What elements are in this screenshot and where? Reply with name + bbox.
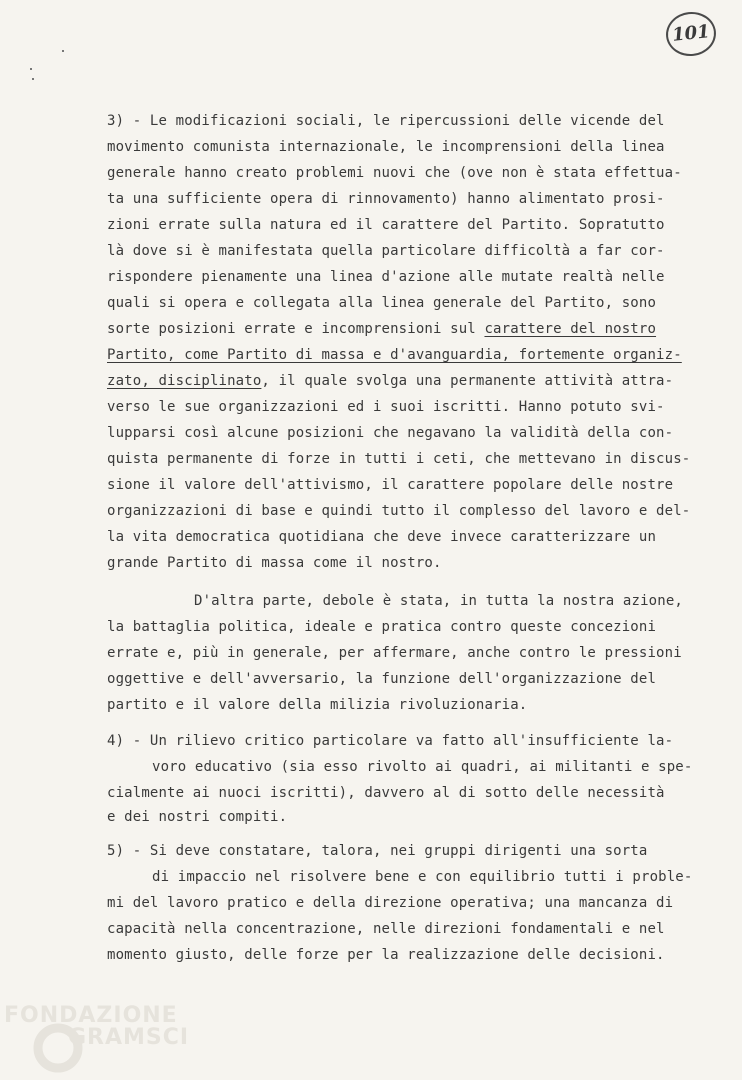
watermark-line-2: GRAMSCI	[68, 1025, 190, 1050]
text-line	[152, 868, 692, 886]
text-line	[107, 618, 656, 636]
fondazione-gramsci-watermark	[2, 998, 202, 1080]
text-line	[152, 758, 692, 776]
line-text: 4) - Un rilievo critico particolare va fatto all'insufficiente la-	[107, 733, 674, 749]
line-text: verso le sue organizzazioni ed i suoi iscritti. Hanno potuto svi-	[107, 399, 665, 415]
text-line	[107, 670, 656, 688]
line-text: sione il valore dell'attivismo, il carattere popolare delle nostre	[107, 477, 674, 493]
text-line	[107, 644, 682, 662]
text-line	[107, 696, 527, 714]
line-text: momento giusto, delle forze per la realizzazione delle decisioni.	[107, 947, 665, 963]
line-text: di impaccio nel risolvere bene e con equilibrio tutti i proble-	[152, 869, 693, 885]
line-text: generale hanno creato problemi nuovi che (ove non è stata effettua-	[107, 165, 682, 181]
line-text: quali si opera e collegata alla linea generale del Partito, sono	[107, 295, 657, 311]
line-text: , il quale svolga una permanente attività attra-	[261, 373, 674, 389]
text-line	[107, 894, 673, 912]
text-line	[107, 398, 665, 416]
line-text: grande Partito di massa come il nostro.	[107, 555, 442, 571]
text-line	[107, 920, 665, 938]
ink-speck	[30, 68, 32, 70]
text-line	[107, 164, 682, 182]
text-line	[107, 450, 690, 468]
line-text: organizzazioni di base e quindi tutto il complesso del lavoro e del-	[107, 503, 691, 519]
ink-speck	[62, 50, 64, 52]
underlined-text: carattere del nostro	[484, 321, 657, 337]
text-line	[107, 946, 665, 964]
text-line	[107, 732, 673, 750]
line-text: errate e, più in generale, per affermare, anche contro le pressioni	[107, 645, 682, 661]
text-line	[107, 424, 673, 442]
line-text: capacità nella concentrazione, nelle direzioni fondamentali e nel	[107, 921, 665, 937]
text-line	[107, 138, 665, 156]
line-text: la battaglia politica, ideale e pratica contro queste concezioni	[107, 619, 657, 635]
line-text: quista permanente di forze in tutti i ceti, che mettevano in discus-	[107, 451, 691, 467]
line-text: D'altra parte, debole è stata, in tutta la nostra azione,	[194, 593, 683, 609]
text-line	[107, 476, 673, 494]
line-text: rispondere pienamente una linea d'azione alle mutate realtà nelle	[107, 269, 665, 285]
line-text: cialmente ai nuoci iscritti), davvero al di sotto delle necessità	[107, 785, 665, 801]
ink-speck	[32, 78, 34, 80]
line-text: lupparsi così alcune posizioni che negavano la validità della con-	[107, 425, 674, 441]
line-text: oggettive e dell'avversario, la funzione dell'organizzazione del	[107, 671, 657, 687]
line-text: là dove si è manifestata quella particolare difficoltà a far cor-	[107, 243, 665, 259]
text-line	[107, 528, 656, 546]
text-line	[107, 808, 287, 826]
underlined-text: zato, disciplinato	[107, 373, 262, 389]
line-text: 3) - Le modificazioni sociali, le ripercussioni delle vicende del	[107, 113, 665, 129]
underlined-text: Partito, come Partito di massa e d'avanguardia, fortemente organiz-	[107, 347, 682, 363]
text-line	[107, 112, 665, 130]
text-line	[194, 592, 683, 610]
line-text: mi del lavoro pratico e della direzione operativa; una mancanza di	[107, 895, 674, 911]
watermark-line-1: FONDAZIONE	[4, 1003, 178, 1028]
text-line	[107, 242, 665, 260]
line-text: 5) - Si deve constatare, talora, nei gruppi dirigenti una sorta	[107, 843, 648, 859]
text-line	[107, 346, 682, 364]
text-line	[107, 554, 442, 572]
text-line	[107, 784, 665, 802]
line-text: partito e il valore della milizia rivoluzionaria.	[107, 697, 528, 713]
line-text: zioni errate sulla natura ed il carattere del Partito. Sopratutto	[107, 217, 665, 233]
text-line	[107, 268, 665, 286]
line-text: la vita democratica quotidiana che deve invece caratterizzare un	[107, 529, 657, 545]
text-line	[107, 372, 673, 390]
text-line	[107, 320, 656, 338]
line-text: movimento comunista internazionale, le incomprensioni della linea	[107, 139, 665, 155]
line-text: voro educativo (sia esso rivolto ai quadri, ai militanti e spe-	[152, 759, 693, 775]
line-text: sorte posizioni errate e incomprensioni sul	[107, 321, 485, 337]
line-text: ta una sufficiente opera di rinnovamento) hanno alimentato prosi-	[107, 191, 665, 207]
text-line	[107, 294, 656, 312]
text-line	[107, 190, 665, 208]
page-number-stamp: 101	[664, 10, 718, 59]
text-line	[107, 502, 690, 520]
text-line	[107, 216, 665, 234]
line-text: e dei nostri compiti.	[107, 809, 288, 825]
text-line	[107, 842, 647, 860]
